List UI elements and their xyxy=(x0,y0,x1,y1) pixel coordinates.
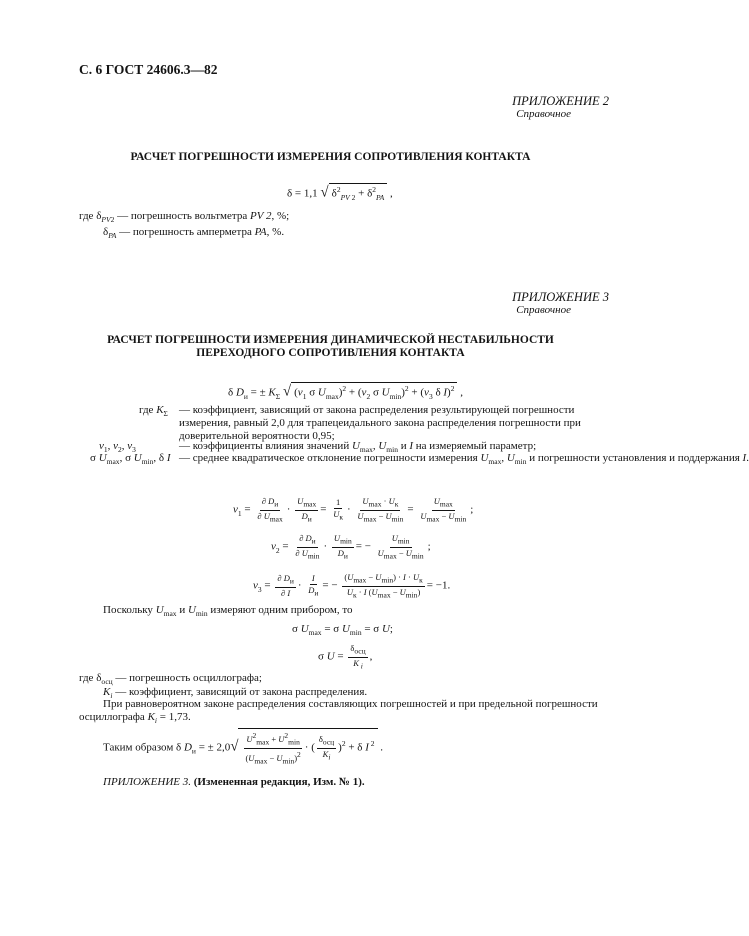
voltmeter-device: PV 2 xyxy=(249,210,272,222)
k-definition: — коэффициент, зависящий от закона распределения результирующей погрешности измерения, равный 2,0 для трапецеидального закона распределения погрешности при доверительной вероятности 0,95; xyxy=(179,404,581,442)
appendix-3-note: Справочное xyxy=(516,304,571,316)
formula-v2: $v_2$ = $\frac{\partial D_и}{\partial U_{min}}$ · $\frac{U_{min}}{D_и}$ = − $\frac{U_{min}}{U_{max} - U_{min}}$ ; xyxy=(271,533,431,561)
sigma-definition-line-1: — среднее квадратическое отклонение погрешности измерения $U_{max}$, $U_{min}$ и погрешности установления и поддержания I. xyxy=(179,452,749,467)
formula-delta: δ = 1,1 √ $\delta^2_{PV 2} + \delta^2_{PA}$ , xyxy=(287,184,393,202)
formula-sigma-u: σ U = $\frac{\delta_{осц}}{K _i}$ , xyxy=(318,643,373,671)
page-header: С. 6 ГОСТ 24606.3—82 xyxy=(79,62,218,77)
appendix-2-title: РАСЧЕТ ПОГРЕШНОСТИ ИЗМЕРЕНИЯ СОПРОТИВЛЕНИЯ КОНТАКТА xyxy=(130,151,531,163)
voltmeter-text: — погрешность вольтметра xyxy=(114,210,250,222)
formula-v1: $v_1$ = $\frac{\partial D_и}{\partial U_{max}}$ · $\frac{U_{max}}{D_и}$ = $\frac{1}{U_к}$ · $\frac{U_{max} \cdot U_к}{U_{max} - U_{min}}$ = $\frac{U_{max}}{U_{max} - U_{min}}$ ; xyxy=(233,496,474,524)
ammeter-text: — погрешность амперметра xyxy=(116,226,255,238)
appendix-3-label: ПРИЛОЖЕНИЕ 3 xyxy=(512,290,609,304)
equiprobable-paragraph: При равновероятном законе распределения составляющих погрешностей и при предельной погрешности осциллографа $K_i = 1,73$. xyxy=(79,698,598,726)
sigma-symbols: σ $U_{max}$, σ $U_{min}$, δ I xyxy=(90,452,171,467)
final-coefficient: ± 2,0 xyxy=(207,741,231,754)
formula-sigma-equality: σ $U_{max} = \sigma$ $U_{min} = \sigma$ U; xyxy=(292,623,393,638)
since-statement: Поскольку $U_{max}$ и $U_{min}$ измеряют одним прибором, то xyxy=(103,604,353,619)
footnote xyxy=(103,776,365,788)
v-symbols: $v_1$, $v_2$, $v_3$ xyxy=(99,440,136,455)
ammeter-end: , %. xyxy=(266,226,285,238)
appendix-2-label: ПРИЛОЖЕНИЕ 2 xyxy=(512,94,609,108)
k-symbol: где $K_\Sigma$ xyxy=(139,404,168,419)
formula-final: Таким образом δ $D_и$ = ± 2,0√ $\frac{U^2_{max} + U^2_{min}}{(U_{max} - U_{min})^2}$ · ( $\frac{\delta_{осц}}{K_i}$ )$^2$ + δ I $^2$ . xyxy=(103,728,383,766)
definition-voltmeter: где $\delta_{PV2}$ — погрешность вольтметра PV 2, %; xyxy=(79,210,290,225)
footnote-text: (Измененная редакция, Изм. № 1). xyxy=(193,776,365,788)
v3-result: −1. xyxy=(435,579,451,592)
appendix-2-note: Справочное xyxy=(516,108,571,120)
d-coefficient: ± xyxy=(259,386,266,399)
delta-coefficient: 1,1 xyxy=(303,187,318,200)
ammeter-device: PA xyxy=(254,226,267,238)
definition-ammeter: $\delta_{PA}$ — погрешность амперметра PA, %. xyxy=(103,226,285,241)
formula-v3: $v_3$ = $\frac{\partial D_и}{\partial I}$ · $\frac{I}{D_и}$ = − $\frac{(U_{max} - U_{min}) \cdot I \cdot U_к}{U_к \cdot I (U_{max} - U_{min})}$ = −1. xyxy=(253,572,451,600)
formula-dynamic-instability: δ $D_и$ = ± $K_\Sigma$ √ ($v_1$ σ $U_{max})^2 + (v_2$ σ $U_{min})^2 + (v_3$ δ I)$^2$ , xyxy=(228,383,463,401)
appendix-3-title-line-1: РАСЧЕТ ПОГРЕШНОСТИ ИЗМЕРЕНИЯ ДИНАМИЧЕСКОЙ НЕСТАБИЛЬНОСТИ xyxy=(107,334,554,346)
voltmeter-end: , %; xyxy=(271,210,290,222)
definition-oscilloscope: где $\delta_{осц}$ — погрешность осциллографа; xyxy=(79,672,262,687)
appendix-3-title-line-2: ПЕРЕХОДНОГО СОПРОТИВЛЕНИЯ КОНТАКТА xyxy=(196,347,465,359)
v-definition: — коэффициенты влияния значений $U_{max}$, $U_{min}$ и I на измеряемый параметр; xyxy=(179,440,537,455)
definition-ki: $K_i$ — коэффициент, зависящий от закона распределения. xyxy=(103,686,368,701)
footnote-label: ПРИЛОЖЕНИЕ 3. xyxy=(103,776,191,788)
